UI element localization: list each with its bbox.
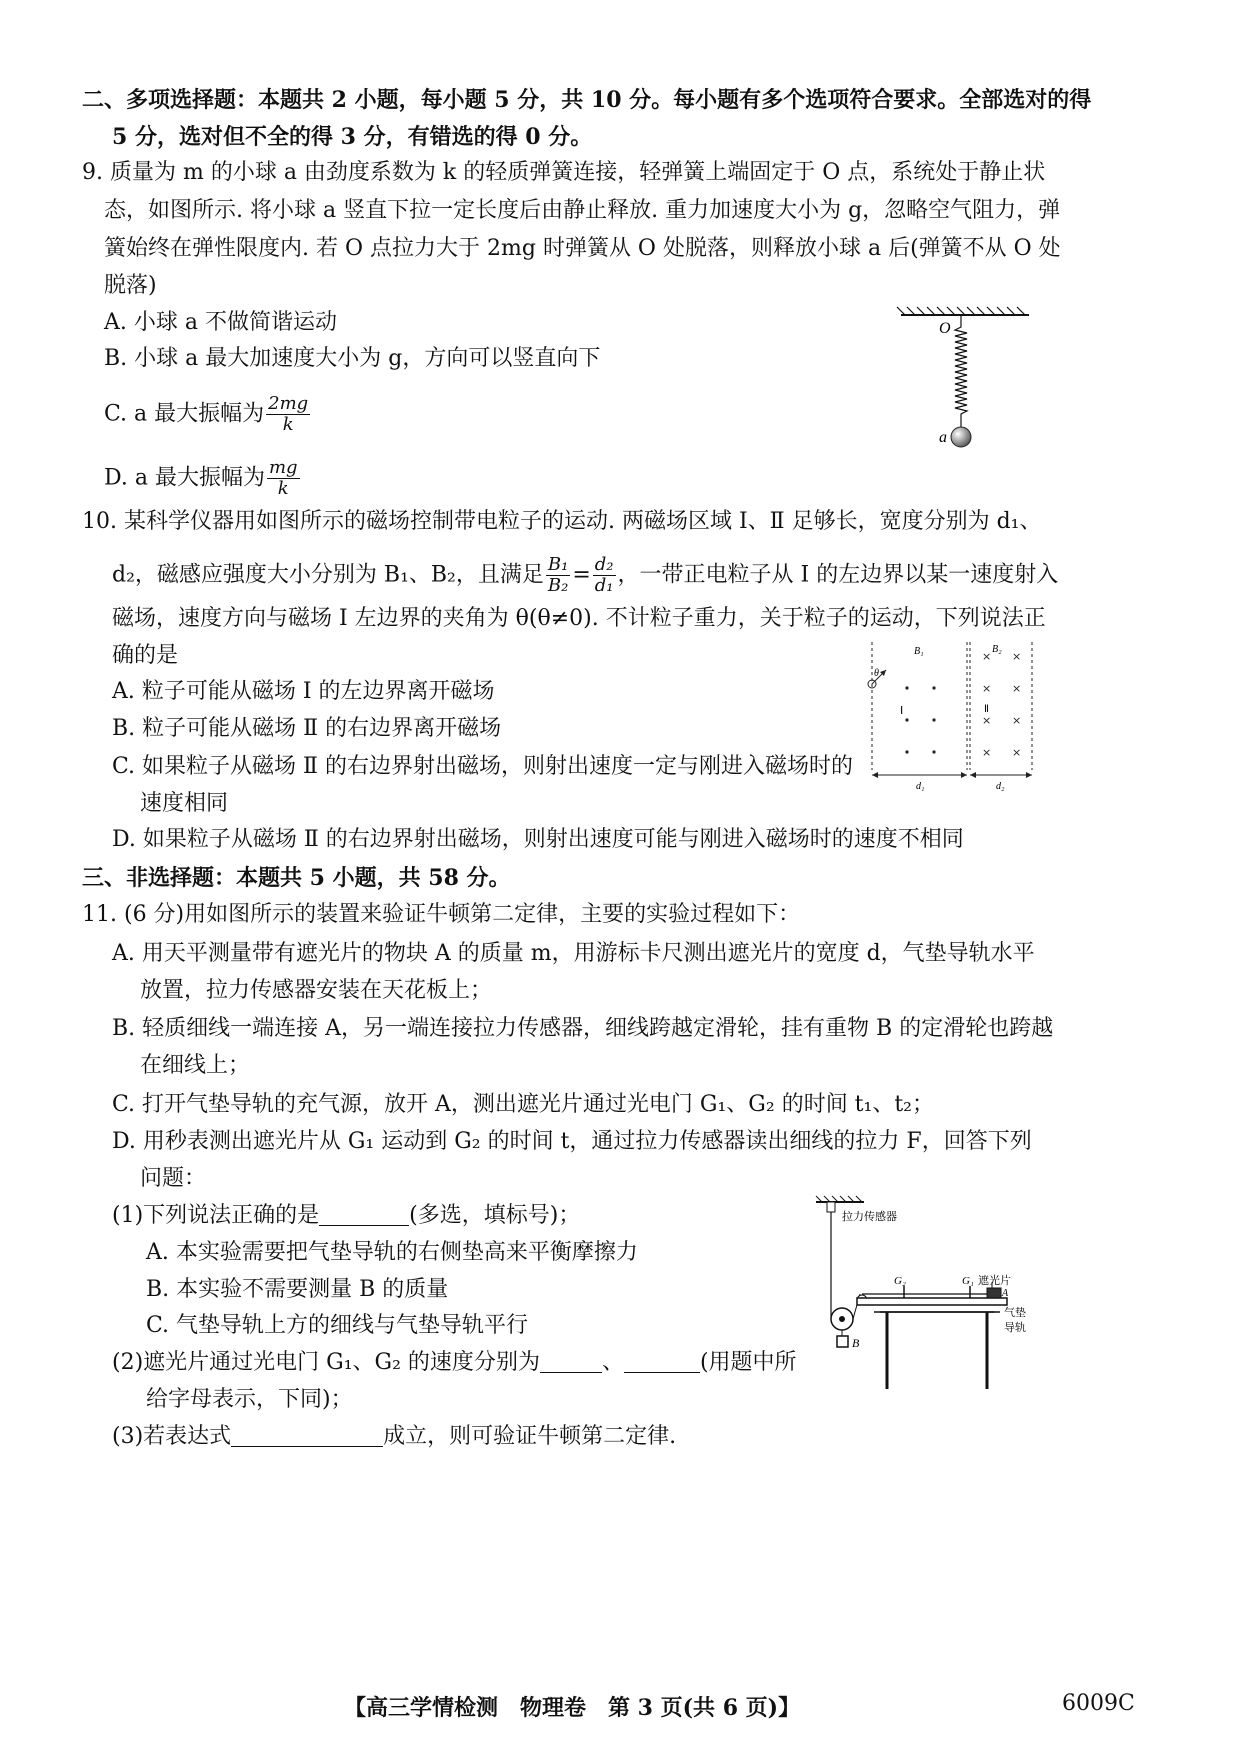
q10-figure-d1: d₁: [916, 781, 925, 792]
q9-spring-figure: [895, 305, 1035, 455]
q10-stem-line3: 磁场，速度方向与磁场 Ⅰ 左边界的夹角为 θ(θ≠0). 不计粒子重力，关于粒子的运动，下列说法正: [112, 606, 1046, 631]
q11-part1: [112, 1203, 580, 1229]
q11-part2-line2: 给字母表示，下同)；: [146, 1387, 353, 1412]
q9-figure-label-o: O: [939, 320, 951, 337]
q11-step-d-line2: 问题：: [140, 1166, 207, 1191]
q11-figure-rail-label-1: 气垫: [1004, 1306, 1026, 1319]
q10-figure-region-ii: Ⅱ: [984, 704, 989, 715]
q11-figure-g1: G₁: [962, 1275, 974, 1287]
q10-fraction-b: $\frac{\text{B₁}}{\text{B₂}}$: [547, 554, 569, 596]
q11-figure-g2: G₂: [894, 1275, 906, 1287]
q9-option-d-prefix: D. a 最大振幅为: [104, 465, 265, 491]
q11-part3-label: (3)若表达式: [112, 1424, 232, 1449]
q10-equals: =: [572, 562, 591, 588]
q11-part1-tail: (多选，填标号)；: [409, 1203, 581, 1228]
svg-text:×: ×: [982, 746, 992, 759]
q9-option-a: A. 小球 a 不做简谐运动: [104, 310, 337, 335]
q10-stem-line2: [112, 555, 1058, 596]
q10-option-c-line1: C. 如果粒子从磁场 Ⅱ 的右边界射出磁场，则射出速度一定与刚进入磁场时的: [112, 754, 853, 779]
q11-part1-option-c: C. 气垫导轨上方的细线与气垫导轨平行: [146, 1313, 529, 1338]
q11-part1-answer-blank[interactable]: [319, 1203, 409, 1226]
q11-figure-sensor-label: 拉力传感器: [842, 1210, 897, 1223]
q11-part3-tail: 成立，则可验证牛顿第二定律.: [383, 1424, 677, 1449]
q11-step-a-line2: 放置，拉力传感器安装在天花板上；: [140, 978, 493, 1003]
q11-part1-label: (1)下列说法正确的是: [112, 1203, 320, 1228]
q11-step-c: C. 打开气垫导轨的充气源，放开 A，测出遮光片通过光电门 G₁、G₂ 的时间 t₁、t₂；: [112, 1092, 935, 1117]
q11-step-a-line1: A. 用天平测量带有遮光片的物块 A 的质量 m，用游标卡尺测出遮光片的宽度 d，气垫导轨水平: [112, 941, 1035, 966]
svg-text:×: ×: [982, 650, 992, 663]
q10-option-b: B. 粒子可能从磁场 Ⅱ 的右边界离开磁场: [112, 716, 502, 741]
q10-option-a: A. 粒子可能从磁场 Ⅰ 的左边界离开磁场: [112, 679, 495, 704]
q9-stem-line1: 9. 质量为 m 的小球 a 由劲度系数为 k 的轻质弹簧连接，轻弹簧上端固定于 O 点，系统处于静止状: [82, 160, 1046, 185]
q10-stem-line1: 10. 某科学仪器用如图所示的磁场控制带电粒子的运动. 两磁场区域 Ⅰ、Ⅱ 足够长，宽度分别为 d₁、: [82, 509, 1042, 534]
q11-part2-separator: 、: [601, 1350, 624, 1375]
q11-figure-a: A: [1002, 1288, 1009, 1299]
q9-stem-line3: 簧始终在弹性限度内. 若 O 点拉力大于 2mg 时弹簧从 O 处脱落，则释放小球 a 后(弹簧不从 O 处: [104, 236, 1061, 261]
q10-line2-a: d₂，磁感应强度大小分别为 B₁、B₂，且满足: [112, 562, 544, 588]
q11-figure-rail-label-2: 导轨: [1004, 1321, 1026, 1334]
q9-option-d: [104, 458, 302, 499]
q11-figure-b: B: [852, 1336, 860, 1350]
q11-step-b-line2: 在细线上；: [140, 1053, 251, 1078]
q9-option-b: B. 小球 a 最大加速度大小为 g，方向可以竖直向下: [104, 346, 601, 371]
q11-part3: [112, 1424, 676, 1450]
q9-figure-label-a: a: [939, 429, 947, 446]
q11-part2: [112, 1350, 797, 1376]
q9-stem-line2: 态，如图所示. 将小球 a 竖直下拉一定长度后由静止释放. 重力加速度大小为 g，忽略空气阻力，弹: [104, 198, 1061, 223]
q11-stem: 11. (6 分)用如图所示的装置来验证牛顿第二定律，主要的实验过程如下：: [82, 902, 801, 927]
q11-part2-label: (2)遮光片通过光电门 G₁、G₂ 的速度分别为: [112, 1350, 540, 1375]
q10-figure-b2: B₂: [992, 644, 1002, 655]
svg-text:×: ×: [982, 714, 992, 727]
q10-option-c-line2: 速度相同: [140, 791, 229, 816]
q10-figure-b1: B₁: [914, 646, 924, 657]
section2-heading-line1: 二、多项选择题：本题共 2 小题，每小题 5 分，共 10 分。每小题有多个选项符合要求。全部选对的得: [82, 87, 1092, 113]
q9-option-d-fraction: $\frac{mg}{k}$: [268, 457, 298, 499]
q11-part2-tail: (用题中所: [699, 1350, 797, 1375]
q11-air-track-figure: [812, 1194, 1034, 1394]
q10-fraction-d: $\frac{\text{d₂}}{\text{d₁}}$: [594, 554, 614, 596]
q11-part3-answer-blank[interactable]: [231, 1424, 383, 1447]
q11-figure-shade-label: 遮光片: [978, 1274, 1011, 1287]
q11-part2-answer-blank-1[interactable]: [540, 1350, 602, 1373]
section3-heading: 三、非选择题：本题共 5 小题，共 58 分。: [82, 865, 511, 891]
q10-figure-d2: d₂: [996, 781, 1005, 792]
svg-text:×: ×: [1012, 746, 1022, 759]
q10-option-d: D. 如果粒子从磁场 Ⅱ 的右边界射出磁场，则射出速度可能与刚进入磁场时的速度不相同: [112, 827, 964, 852]
svg-text:×: ×: [1012, 714, 1022, 727]
q10-magnetic-field-figure: [862, 640, 1037, 792]
svg-text:×: ×: [982, 682, 992, 695]
svg-text:×: ×: [1012, 650, 1022, 663]
footer-code: 6009C: [1062, 1691, 1135, 1716]
q11-part2-answer-blank-2[interactable]: [624, 1350, 700, 1373]
svg-text:×: ×: [1012, 682, 1022, 695]
q11-part1-option-a: A. 本实验需要把气垫导轨的右侧垫高来平衡摩擦力: [146, 1240, 638, 1265]
q10-line2-b: ，一带正电粒子从 Ⅰ 的左边界以某一速度射入: [617, 562, 1059, 588]
q9-option-c: [104, 394, 312, 435]
q11-step-b-line1: B. 轻质细线一端连接 A，另一端连接拉力传感器，细线跨越定滑轮，挂有重物 B 的定滑轮也跨越: [112, 1016, 1054, 1041]
q9-stem-line4: 脱落): [104, 273, 157, 298]
q9-option-c-prefix: C. a 最大振幅为: [104, 401, 265, 427]
q11-step-d-line1: D. 用秒表测出遮光片从 G₁ 运动到 G₂ 的时间 t，通过拉力传感器读出细线的拉力 F，回答下列: [112, 1129, 1032, 1154]
section2-heading-line2: 5 分，选对但不全的得 3 分，有错选的得 0 分。: [112, 124, 593, 150]
q9-option-c-fraction: $\frac{2mg}{k}$: [268, 393, 309, 435]
q10-figure-theta: θ: [874, 668, 879, 679]
footer-title: 【高三学情检测 物理卷 第 3 页(共 6 页)】: [344, 1695, 801, 1721]
q10-figure-region-i: Ⅰ: [900, 705, 904, 717]
q11-part1-option-b: B. 本实验不需要测量 B 的质量: [146, 1277, 449, 1302]
q10-stem-line4: 确的是: [112, 643, 179, 668]
